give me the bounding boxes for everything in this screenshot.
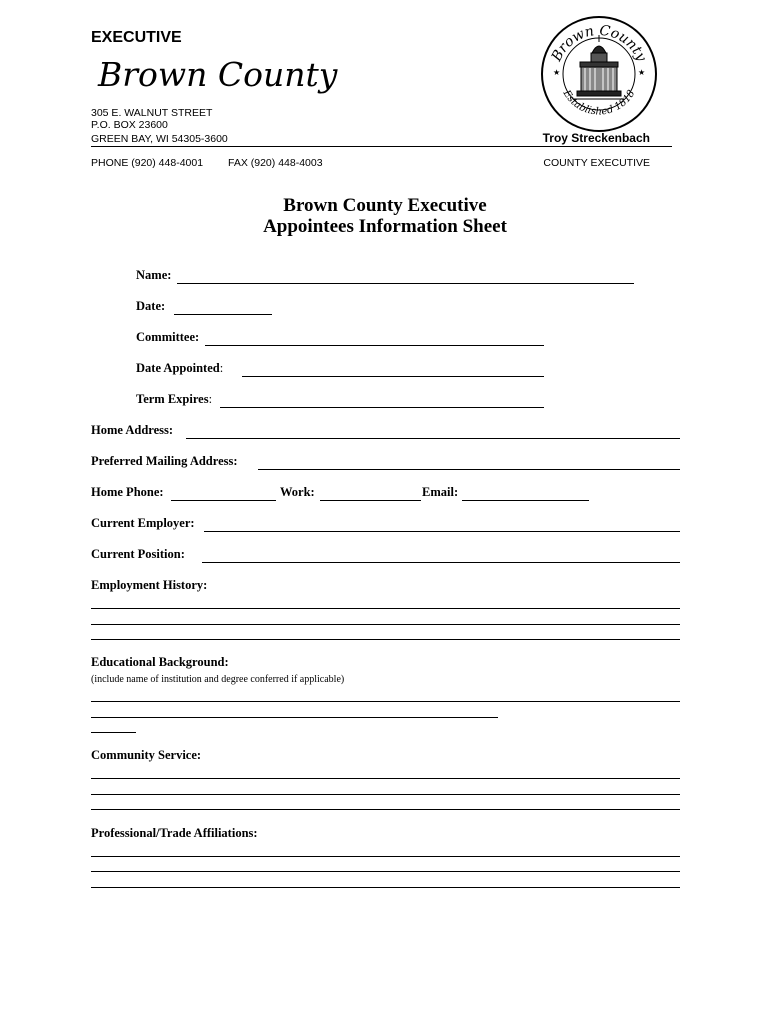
current-employer-label: Current Employer: [91,516,195,530]
county-seal-icon [540,15,658,133]
email-label: Email: [422,485,459,499]
community-service-label: Community Service: [91,748,202,762]
address-line-1: 305 E. WALNUT STREET [91,107,213,119]
home-address-label: Home Address: [91,423,174,437]
fax-number: FAX (920) 448-4003 [228,157,323,169]
employment-history-line-2[interactable] [91,624,680,625]
name-label: Name: [136,268,172,282]
date-field[interactable] [174,314,272,315]
community-service-line-3[interactable] [91,809,680,810]
affiliations-label: Professional/Trade Affiliations: [91,826,258,840]
date-label: Date: [136,299,166,313]
education-line-1[interactable] [91,701,680,702]
department-heading: EXECUTIVE [91,29,182,46]
svg-text:Brown County: Brown County [548,22,650,65]
community-service-line-2[interactable] [91,794,680,795]
affiliations-line-1[interactable] [91,856,680,857]
committee-label: Committee: [136,330,200,344]
mailing-address-field[interactable] [258,469,680,470]
current-position-label: Current Position: [91,547,185,561]
educational-background-label: Educational Background: [91,655,229,669]
official-name: Troy Streckenbach [542,131,650,145]
svg-text:Established 1818: Established 1818 [560,88,638,118]
official-title: COUNTY EXECUTIVE [543,157,650,169]
current-position-field[interactable] [202,562,680,563]
phone-number: PHONE (920) 448-4001 [91,157,204,169]
header-divider [91,146,672,147]
date-appointed-field[interactable] [242,376,544,377]
date-appointed-label: Date Appointed: [136,361,224,375]
form-title-line-1: Brown County Executive [283,195,487,216]
work-phone-field[interactable] [320,500,421,501]
email-field[interactable] [462,500,589,501]
svg-text:★: ★ [638,68,646,77]
form-title-line-2: Appointees Information Sheet [263,216,507,237]
home-phone-field[interactable] [171,500,276,501]
brown-county-logo [96,52,338,98]
term-expires-label: Term Expires: [136,392,213,406]
home-address-field[interactable] [186,438,680,439]
community-service-line-1[interactable] [91,778,680,779]
education-line-2[interactable] [91,717,498,718]
address-line-2: P.O. BOX 23600 [91,119,168,131]
home-phone-label: Home Phone: [91,485,164,499]
address-line-3: GREEN BAY, WI 54305-3600 [91,133,228,145]
education-note: (include name of institution and degree conferred if applicable) [91,674,345,685]
employment-history-label: Employment History: [91,578,208,592]
committee-field[interactable] [205,345,544,346]
affiliations-line-3[interactable] [91,887,680,888]
name-field[interactable] [177,283,634,284]
work-phone-label: Work: [280,485,315,499]
svg-text:★: ★ [553,68,561,77]
employment-history-line-3[interactable] [91,639,680,640]
current-employer-field[interactable] [204,531,680,532]
affiliations-line-2[interactable] [91,871,680,872]
term-expires-field[interactable] [220,407,544,408]
education-line-3[interactable] [91,732,136,733]
employment-history-line-1[interactable] [91,608,680,609]
svg-text:Brown County: Brown County [98,55,338,94]
mailing-address-label: Preferred Mailing Address: [91,454,238,468]
